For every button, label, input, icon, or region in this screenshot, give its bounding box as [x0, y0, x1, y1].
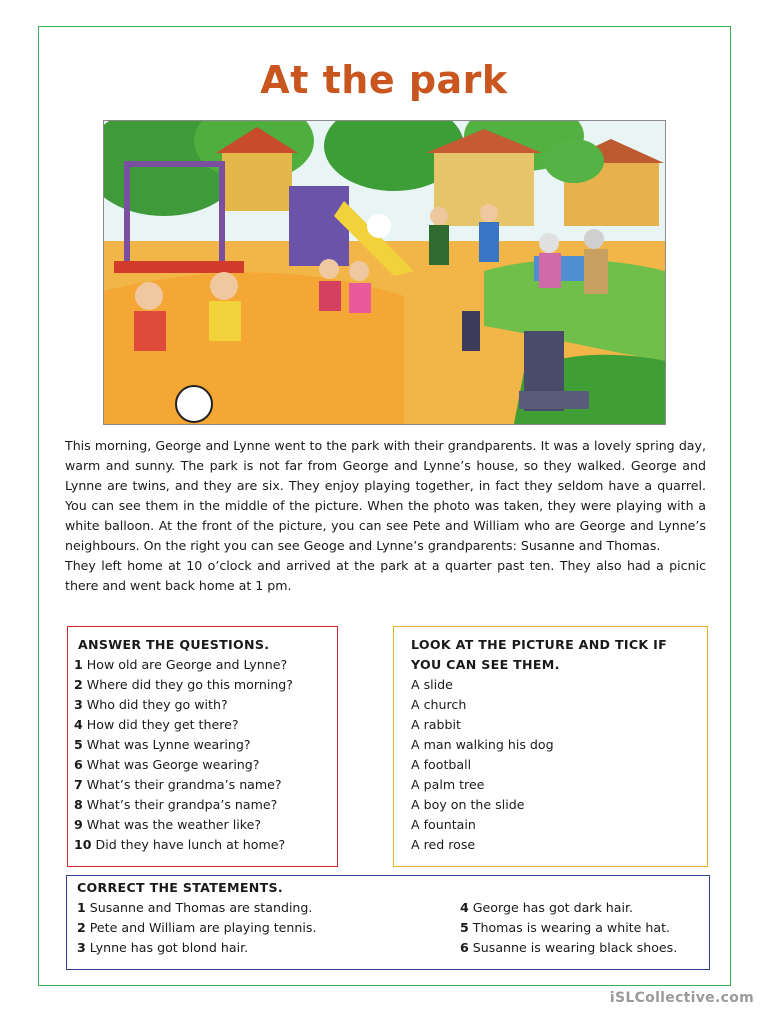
question-text: How did they get there? [86, 717, 239, 732]
question-item [74, 815, 337, 835]
statement-item [460, 898, 700, 918]
question-text: What was George wearing? [86, 757, 260, 772]
question-number: 2 [74, 677, 83, 692]
statements-box [66, 875, 710, 970]
question-item [74, 655, 337, 675]
questions-heading: ANSWER THE QUESTIONS. [78, 637, 270, 652]
question-text: What was the weather like? [86, 817, 262, 832]
question-number: 7 [74, 777, 83, 792]
statement-item [460, 918, 700, 938]
picture-check-item: A slide [411, 677, 453, 692]
picture-check-item: A football [411, 757, 472, 772]
question-number: 10 [74, 837, 92, 852]
picture-check-box [393, 626, 708, 867]
picture-check-item: A fountain [411, 817, 476, 832]
statements-heading: CORRECT THE STATEMENTS. [77, 880, 283, 895]
statement-item [77, 918, 460, 938]
question-text: How old are George and Lynne? [86, 657, 288, 672]
park-illustration [103, 120, 666, 425]
picture-check-item: A red rose [411, 837, 476, 852]
footer-brand[interactable]: iSLCollective.com [609, 990, 754, 1006]
page-title: At the park [260, 58, 508, 102]
picture-check-item: A man walking his dog [411, 737, 554, 752]
statements-columns [77, 898, 709, 958]
statement-text: Pete and William are playing tennis. [89, 920, 317, 935]
picture-check-item: A rabbit [411, 717, 461, 732]
statement-number: 3 [77, 940, 86, 955]
statement-text: George has got dark hair. [472, 900, 634, 915]
statement-number: 5 [460, 920, 469, 935]
question-text: Did they have lunch at home? [95, 837, 286, 852]
statement-text: Lynne has got blond hair. [89, 940, 249, 955]
question-number: 6 [74, 757, 83, 772]
statement-number: 1 [77, 900, 86, 915]
question-text: Where did they go this morning? [86, 677, 293, 692]
statement-number: 2 [77, 920, 86, 935]
question-number: 1 [74, 657, 83, 672]
picture-check-item: A boy on the slide [411, 797, 525, 812]
picture-check-item: A palm tree [411, 777, 485, 792]
questions-list [74, 655, 337, 855]
story-paragraph: This morning, George and Lynne went to the park with their grandparents. It was a lovely spring day, warm and sunny. The park is not far from George and Lynne’s house, so they walked. George and Lynne are twins, and they are six. They enjoy playing together, in fact they seldom have a quarrel. You can see them in the middle of the picture. When the photo was taken, they were playing with a white balloon. At the front of the picture, you can see Pete and William who are George and Lynne’s neighbours. On the right you can see Geoge and Lynne’s grandparents: Susanne and Thomas. [65, 438, 706, 553]
picture-check-item: A church [411, 697, 467, 712]
statements-right-column [460, 898, 700, 958]
question-number: 3 [74, 697, 83, 712]
statement-item [77, 938, 460, 958]
question-item [74, 755, 337, 775]
statement-number: 6 [460, 940, 469, 955]
question-item [74, 835, 337, 855]
question-text: What’s their grandpa’s name? [86, 797, 278, 812]
question-item [74, 735, 337, 755]
question-item [74, 775, 337, 795]
question-number: 4 [74, 717, 83, 732]
question-text: What’s their grandma’s name? [86, 777, 282, 792]
story-paragraph: They left home at 10 o’clock and arrived at the park at a quarter past ten. They also had a picnic there and went back home at 1 pm. [65, 558, 706, 593]
statement-item [77, 898, 460, 918]
questions-box [67, 626, 338, 867]
statement-text: Thomas is wearing a white hat. [472, 920, 671, 935]
question-number: 8 [74, 797, 83, 812]
statement-text: Susanne is wearing black shoes. [472, 940, 678, 955]
question-number: 5 [74, 737, 83, 752]
picture-check-heading: LOOK AT THE PICTURE AND TICK IF [411, 637, 668, 652]
question-item [74, 795, 337, 815]
question-number: 9 [74, 817, 83, 832]
question-item [74, 695, 337, 715]
picture-check-heading: YOU CAN SEE THEM. [411, 657, 560, 672]
picture-check-list [411, 675, 707, 855]
statement-number: 4 [460, 900, 469, 915]
question-item [74, 715, 337, 735]
question-item [74, 675, 337, 695]
statement-text: Susanne and Thomas are standing. [89, 900, 313, 915]
story-text [65, 436, 706, 596]
statements-left-column [77, 898, 460, 958]
question-text: What was Lynne wearing? [86, 737, 251, 752]
statement-item [460, 938, 700, 958]
question-text: Who did they go with? [86, 697, 228, 712]
